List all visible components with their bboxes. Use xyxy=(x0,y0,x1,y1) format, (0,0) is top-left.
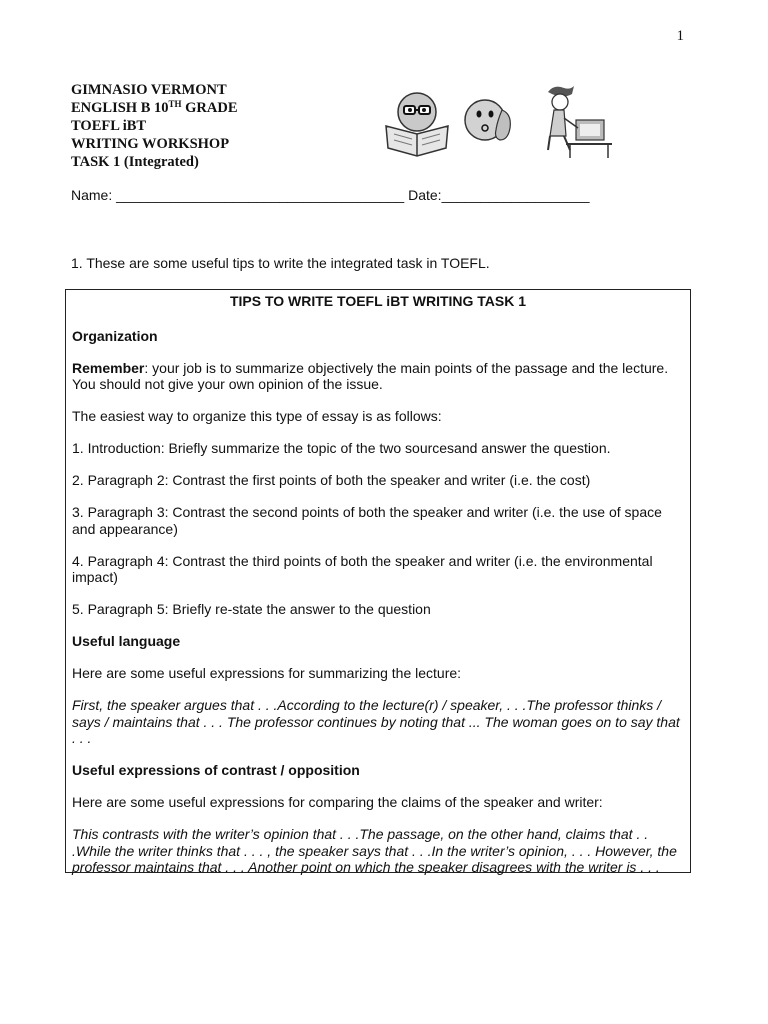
summarizing-examples: First, the speaker argues that . . .According to the lecture(r) / speaker, . . .The professor thinks / says / maintains that . . . The professor continues by noting that ... The woman goes on to say that . . . xyxy=(72,697,680,746)
intro-instruction: 1. These are some useful tips to write the integrated task in TOEFL. xyxy=(71,255,490,271)
writer-at-computer-icon xyxy=(548,86,612,158)
tips-box xyxy=(65,289,691,873)
comparing-examples: This contrasts with the writer’s opinion that . . .The passage, on the other hand, claims that . . .While the writer thinks that . . . , the speaker says that . . .In the writer’s opinion, . . . However, the professor maintains that . . . Another point on which the speaker disagrees with the writer is . . . xyxy=(72,826,677,875)
step-item: 4. Paragraph 4: Contrast the third points of both the speaker and writer (i.e. the environmental impact) xyxy=(72,552,653,585)
exam-name: TOEFL iBT xyxy=(71,118,147,134)
name-date-line xyxy=(71,187,590,203)
school-header xyxy=(71,81,238,171)
date-label: Date: xyxy=(408,187,442,203)
course-grade xyxy=(71,99,238,117)
thinking-face-icon xyxy=(465,100,510,140)
page-number: 1 xyxy=(676,28,684,44)
remember-label: Remember xyxy=(72,359,145,376)
course-label: ENGLISH B 10 xyxy=(71,100,169,116)
step-item: 1. Introduction: Briefly summarize the topic of the two sourcesand answer the question. xyxy=(72,440,611,456)
organization-heading: Organization xyxy=(72,327,158,344)
name-label: Name: xyxy=(71,187,113,203)
comparing-intro: Here are some useful expressions for comparing the claims of the speaker and writer: xyxy=(72,794,603,810)
step-item: 5. Paragraph 5: Briefly re-state the answer to the question xyxy=(72,601,431,617)
useful-language-heading: Useful language xyxy=(72,633,181,649)
remember-paragraph xyxy=(72,360,684,393)
name-blank[interactable]: _____________________________________ xyxy=(116,187,405,203)
step-item: 3. Paragraph 3: Contrast the second points of both the speaker and writer (i.e. the use of space and appearance) xyxy=(72,504,662,537)
grade-superscript: TH xyxy=(168,99,182,109)
school-name: GIMNASIO VERMONT xyxy=(71,82,227,98)
step-item: 2. Paragraph 2: Contrast the first points of both the speaker and writer (i.e. the cost) xyxy=(72,472,591,488)
date-blank[interactable]: ___________________ xyxy=(441,187,590,203)
summarizing-intro: Here are some useful expressions for summarizing the lecture: xyxy=(72,665,462,681)
remember-text: : your job is to summarize objectively the main points of the passage and the lecture. You should not give your own opinion of the issue. xyxy=(72,359,669,392)
tips-title: TIPS TO WRITE TOEFL iBT WRITING TASK 1 xyxy=(229,293,527,309)
clipart-group xyxy=(380,82,620,162)
grade-suffix: GRADE xyxy=(181,100,238,116)
task-title: TASK 1 (Integrated) xyxy=(71,154,199,170)
contrast-heading: Useful expressions of contrast / opposition xyxy=(72,762,360,778)
workshop-title: WRITING WORKSHOP xyxy=(71,136,230,152)
easiest-way-text: The easiest way to organize this type of essay is as follows: xyxy=(72,408,442,424)
reading-cartoon-icon xyxy=(386,93,448,156)
